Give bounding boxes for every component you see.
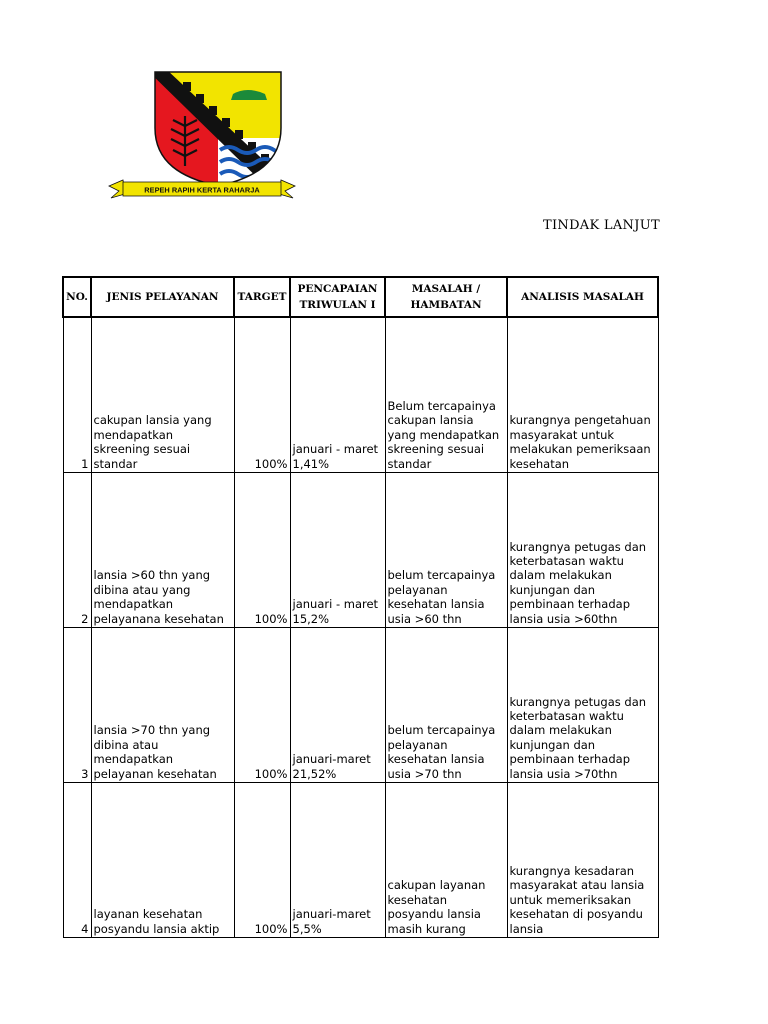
table-header-row — [63, 277, 658, 317]
row-number: 1 — [63, 317, 91, 473]
table-row — [63, 783, 658, 938]
header-pencapaian-line1: PENCAPAIAN — [297, 283, 378, 295]
header-masalah-line1: MASALAH / — [411, 283, 481, 295]
analysis-cell: kurangnya petugas dan keterbatasan waktu dalam melakukan kunjungan dan pembinaan terhadap lansia usia >70thn — [507, 628, 658, 783]
target-cell: 100% — [234, 317, 290, 473]
header-masalah — [385, 277, 507, 317]
analysis-cell: kurangnya kesadaran masyarakat atau lansia untuk memeriksakan kesehatan di posyandu lansia — [507, 783, 658, 938]
row-number: 2 — [63, 473, 91, 628]
target-cell: 100% — [234, 473, 290, 628]
achievement-cell: januari - maret 15,2% — [290, 473, 385, 628]
achievement-cell: januari - maret 1,41% — [290, 317, 385, 473]
service-type-cell: layanan kesehatan posyandu lansia aktip — [91, 783, 234, 938]
achievement-cell: januari-maret 21,52% — [290, 628, 385, 783]
follow-up-table — [62, 276, 659, 938]
problem-cell: belum tercapainya pelayanan kesehatan lansia usia >60 thn — [385, 473, 507, 628]
service-type-cell: lansia >70 thn yang dibina atau mendapatkan pelayanan kesehatan — [91, 628, 234, 783]
target-cell: 100% — [234, 628, 290, 783]
service-type-cell: lansia >60 thn yang dibina atau yang mendapatkan pelayanana kesehatan — [91, 473, 234, 628]
svg-text:REPEH RAPIH KERTA RAHARJA: REPEH RAPIH KERTA RAHARJA — [144, 185, 260, 195]
problem-cell: belum tercapainya pelayanan kesehatan lansia usia >70 thn — [385, 628, 507, 783]
problem-cell: cakupan layanan kesehatan posyandu lansia masih kurang — [385, 783, 507, 938]
achievement-cell: januari-maret 5,5% — [290, 783, 385, 938]
table-row — [63, 473, 658, 628]
analysis-cell: kurangnya petugas dan keterbatasan waktu dalam melakukan kunjungan dan pembinaan terhadap lansia usia >60thn — [507, 473, 658, 628]
header-target: TARGET — [234, 277, 290, 317]
header-pencapaian-line2: TRIWULAN I — [299, 299, 376, 311]
table-row — [63, 317, 658, 473]
header-masalah-line2: HAMBATAN — [410, 299, 482, 311]
header-analisis-masalah: ANALISIS MASALAH — [507, 277, 658, 317]
header-jenis-pelayanan: JENIS PELAYANAN — [91, 277, 234, 317]
document-title: TINDAK LANJUT — [543, 218, 660, 233]
analysis-cell: kurangnya pengetahuan masyarakat untuk melakukan pemeriksaan kesehatan — [507, 317, 658, 473]
header-no: NO. — [63, 277, 91, 317]
table-row — [63, 628, 658, 783]
service-type-cell: cakupan lansia yang mendapatkan skreening sesuai standar — [91, 317, 234, 473]
problem-cell: Belum tercapainya cakupan lansia yang mendapatkan skreening sesuai standar — [385, 317, 507, 473]
header-pencapaian — [290, 277, 385, 317]
target-cell: 100% — [234, 783, 290, 938]
row-number: 4 — [63, 783, 91, 938]
regency-coat-of-arms-logo — [107, 70, 297, 205]
row-number: 3 — [63, 628, 91, 783]
